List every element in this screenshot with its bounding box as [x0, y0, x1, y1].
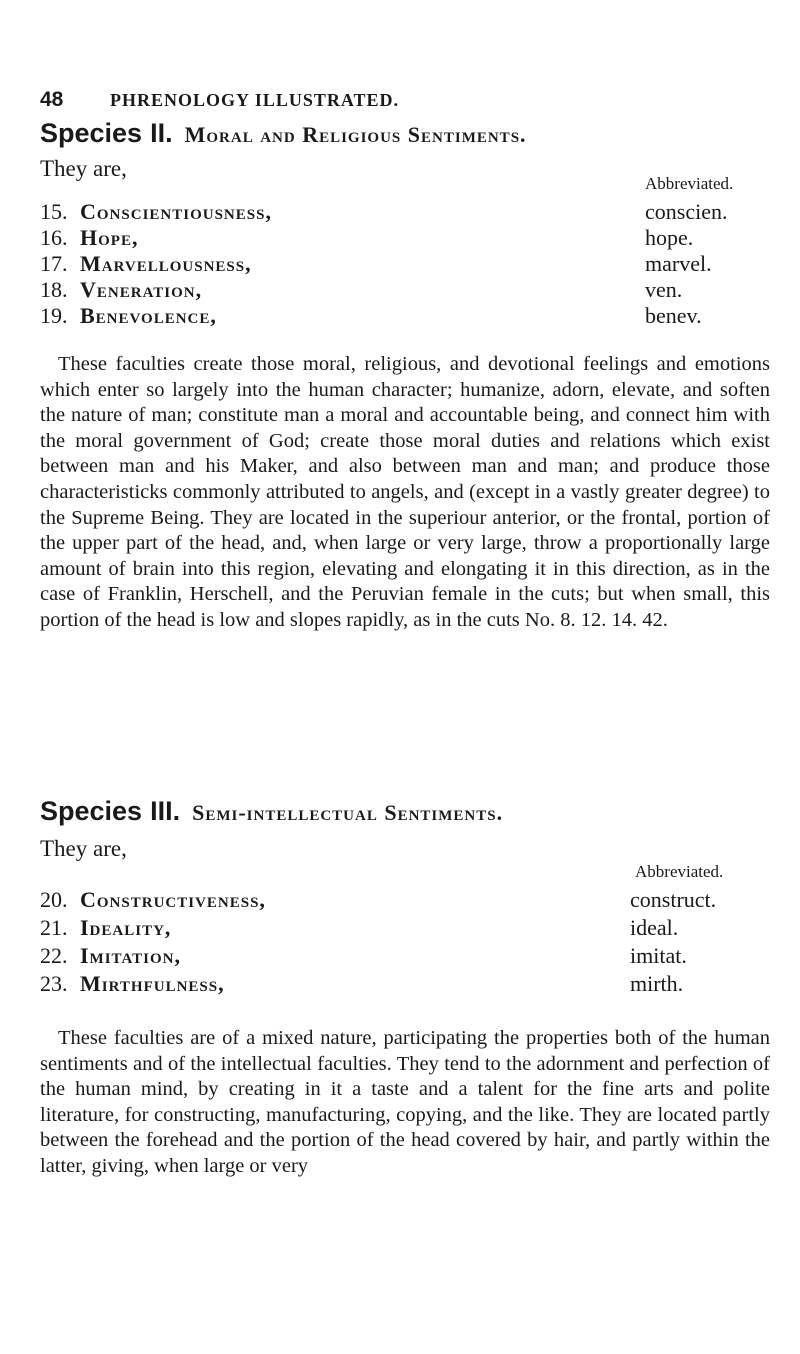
faculty-row [40, 303, 770, 333]
species-2-paragraph: These faculties create those moral, religious, and devotional feelings and emotions which enter so largely into the human character; humanize, adorn, elevate, and soften the nature of man; constitute man a moral and accountable being, and connect him with the moral government of God; create those moral duties and relations which exist between man and his Maker, and also between man and man; and produce those characteristicks commonly attributed to angels, and (except in a vastly greater degree) to the Supreme Being. They are located in the superiour anterior, or the frontal, portion of the upper part of the head, and, when large or very large, throw a proportionally large amount of brain into this region, elevating and elongating it in this direction, as in the case of Franklin, Herschell, and the Peruvian female in the cuts; but when small, this portion of the head is low and slopes rapidly, as in the cuts No. 8. 12. 14. 42. [40, 353, 770, 631]
faculty-name: Marvellousness, [80, 251, 252, 276]
species-3-number: III. [150, 796, 181, 826]
faculty-abbreviation: mirth. [630, 971, 684, 996]
species-3-label: Species [40, 796, 143, 826]
faculty-name: Mirthfulness, [80, 971, 225, 996]
faculty-abbreviation: benev. [645, 303, 702, 328]
species-2-intro: They are, [40, 156, 127, 181]
faculty-name: Imitation, [80, 943, 182, 968]
species-3-intro: They are, [40, 836, 127, 861]
species-2-subtitle: Moral and Religious Sentiments. [184, 122, 527, 147]
species-2-label: Species [40, 118, 143, 148]
species-3-paragraph: These faculties are of a mixed nature, participating the properties both of the human sentiments and of the intellectual faculties. They tend to the adornment and perfection of the human mind, by creating in it a taste and a talent for the fine arts and polite literature, for constructing, manufacturing, copying, and the like. They are located partly between the forehead and the portion of the head covered by hair, and partly within the latter, giving, when large or very [40, 1027, 770, 1177]
faculty-abbreviation: conscien. [645, 199, 728, 224]
faculty-number: 23. [40, 971, 68, 996]
faculty-number: 18. [40, 277, 68, 302]
page-number: 48 [40, 88, 64, 111]
faculty-row [40, 887, 770, 917]
faculty-name: Ideality, [80, 915, 172, 940]
faculty-name: Conscientiousness, [80, 199, 272, 224]
faculty-abbreviation: construct. [630, 887, 717, 912]
species-2-number: II. [150, 118, 173, 148]
species-3-heading [40, 796, 770, 827]
faculty-name: Benevolence, [80, 303, 217, 328]
running-title: PHRENOLOGY ILLUSTRATED. [110, 90, 400, 110]
faculty-name: Hope, [80, 225, 139, 250]
faculty-number: 21. [40, 915, 68, 940]
faculty-abbreviation: ideal. [630, 915, 679, 940]
faculty-number: 16. [40, 225, 68, 250]
species-2-abbrev-heading: Abbreviated. [645, 174, 734, 193]
faculty-abbreviation: ven. [645, 277, 683, 302]
faculty-number: 17. [40, 251, 68, 276]
faculty-row [40, 943, 770, 973]
faculty-number: 15. [40, 199, 68, 224]
faculty-number: 19. [40, 303, 68, 328]
faculty-name: Constructiveness, [80, 887, 266, 912]
faculty-row [40, 915, 770, 945]
faculty-abbreviation: imitat. [630, 943, 687, 968]
faculty-number: 20. [40, 887, 68, 912]
faculty-abbreviation: hope. [645, 225, 694, 250]
species-3-abbrev-heading: Abbreviated. [635, 862, 724, 881]
faculty-number: 22. [40, 943, 68, 968]
running-head [40, 88, 760, 114]
faculty-row [40, 971, 770, 1001]
species-3-subtitle: Semi-intellectual Sentiments. [192, 800, 504, 825]
faculty-abbreviation: marvel. [645, 251, 712, 276]
species-2-heading [40, 118, 770, 149]
faculty-name: Veneration, [80, 277, 203, 302]
